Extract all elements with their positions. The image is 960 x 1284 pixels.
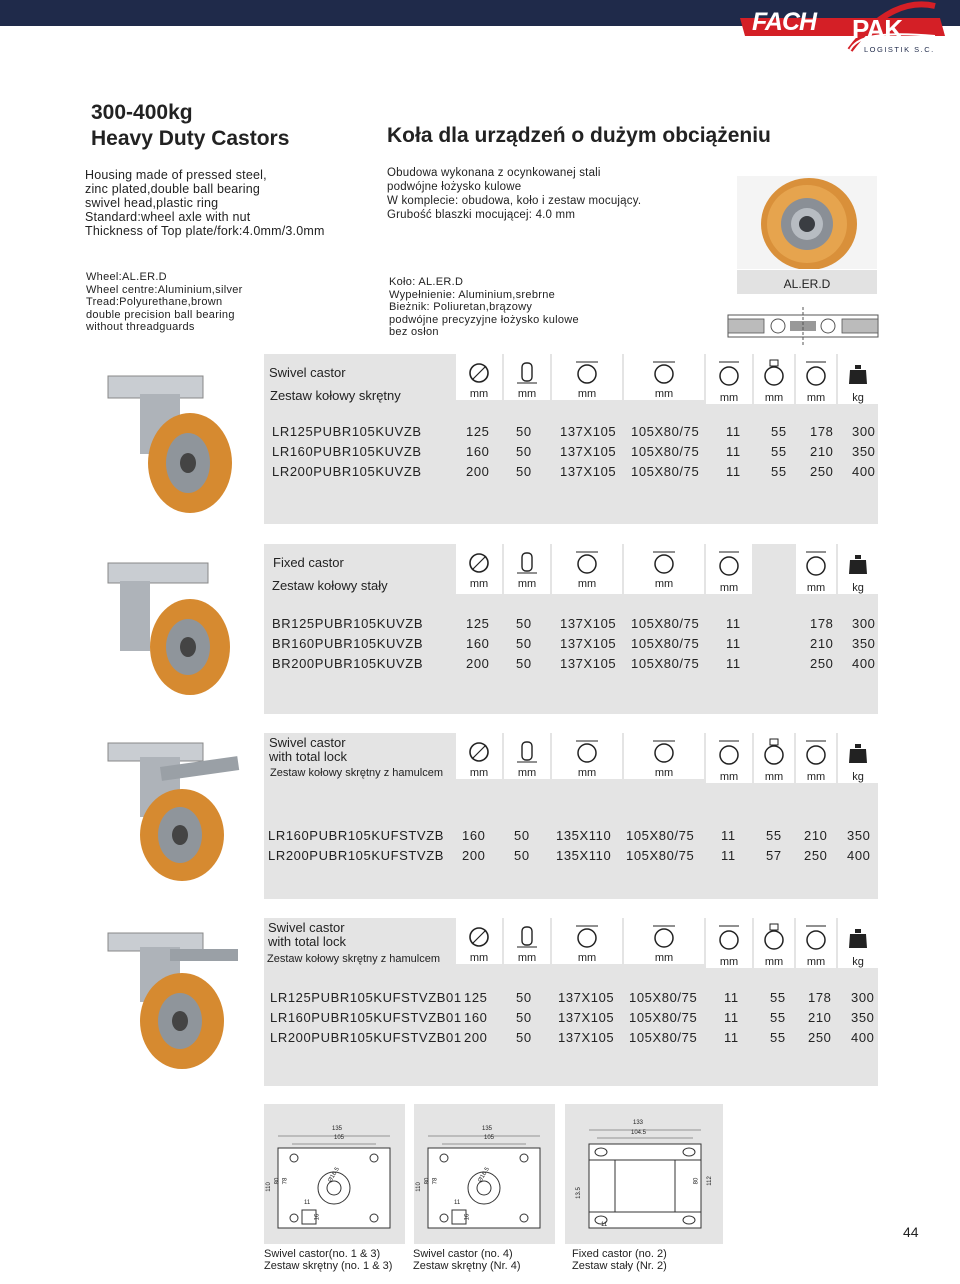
col-offset: mm [754, 918, 794, 968]
col-bolt-hole: mm [706, 733, 752, 783]
logo-subtitle: LOGISTIK S.C. [864, 45, 935, 54]
col-offset: mm [754, 733, 794, 783]
wheel-spec-pl: Koło: AL.ER.D Wypełnienie: Aluminium,srebrne Bieżnik: Poliuretan,brązowy podwójne precyzyjne łożysko kulowe bez osłon [389, 276, 579, 338]
height-icon [803, 548, 829, 578]
logo-text-second: PAK [852, 14, 902, 44]
table-row: LR200PUBR105KUVZB 200 50 137X105 105X80/75 11 55 250 400 [272, 464, 876, 479]
drawing-swivel-1-3: 135 105 110 80 78 Ø16.5 11 16 [264, 1104, 405, 1244]
drawing-fixed-2: 133 104.5 13.5 80 112 11 [565, 1104, 723, 1244]
hole-spacing-icon [649, 548, 679, 576]
wheel-section-drawing [726, 305, 880, 349]
section-title: Swivel castor [269, 365, 346, 380]
col-hole-spacing: mm [624, 544, 704, 594]
col-wheel-width: mm [504, 354, 550, 400]
table-row: LR200PUBR105KUFSTVZB01 200 50 137X105 105X80/75 11 55 250 400 [270, 1030, 875, 1045]
weight-icon [848, 362, 868, 386]
col-load: kg [838, 733, 878, 783]
wheel-diameter-icon [468, 926, 490, 948]
wheel-diameter-icon [468, 741, 490, 763]
logo-text-main: FACH [752, 8, 817, 36]
col-load: kg [838, 918, 878, 968]
table-fixed-castor [264, 544, 878, 714]
col-hole-spacing: mm [624, 733, 704, 779]
wheel-photo [737, 176, 877, 269]
col-wheel-width: mm [504, 544, 550, 594]
table-row: LR125PUBR105KUVZB 125 50 137X105 105X80/75 11 55 178 300 [272, 424, 876, 439]
page-number: 44 [903, 1224, 919, 1240]
bolt-hole-icon [716, 358, 742, 388]
col-height: mm [796, 733, 836, 783]
offset-icon [761, 358, 787, 388]
weight-icon [848, 741, 868, 765]
fachpak-logo [730, 0, 952, 66]
swivel-castor-image [100, 368, 240, 518]
wheel-spec-en: Wheel:AL.ER.D Wheel centre:Aluminium,silver Tread:Polyurethane,brown double precision ball bearing without threadguards [86, 271, 243, 333]
wheel-width-icon [516, 924, 538, 950]
wheel-width-icon [516, 550, 538, 576]
caption-drawing-2: Swivel castor (no. 4) Zestaw skrętny (Nr. 4) [413, 1248, 521, 1272]
wheel-diameter-icon [468, 362, 490, 384]
col-plate-size: mm [552, 544, 622, 594]
hole-spacing-icon [649, 922, 679, 950]
col-plate-size: mm [552, 354, 622, 400]
section-title: Swivel castor [269, 735, 346, 750]
col-bolt-hole: mm [706, 544, 752, 594]
col-bolt-hole: mm [706, 354, 752, 404]
col-wheel-diameter: mm [456, 918, 502, 964]
col-wheel-diameter: mm [456, 354, 502, 400]
bolt-hole-icon [716, 922, 742, 952]
hole-spacing-icon [649, 737, 679, 765]
plate-size-icon [572, 548, 602, 576]
height-icon [803, 358, 829, 388]
wheel-diameter-icon [468, 552, 490, 574]
section-subtitle: Zestaw kołowy skrętny z hamulcem [267, 953, 440, 965]
col-height: mm [796, 918, 836, 968]
table-swivel-castor [264, 354, 878, 524]
section-title-2: with total lock [268, 934, 347, 949]
col-wheel-diameter: mm [456, 544, 502, 594]
section-subtitle: Zestaw kołowy stały [272, 578, 388, 593]
plate-size-icon [572, 358, 602, 386]
page-title-en [91, 100, 289, 152]
plate-size-icon [572, 922, 602, 950]
swivel-castor-lock-image-2 [100, 925, 240, 1075]
title-en: Heavy Duty Castors [91, 127, 290, 150]
fixed-castor-image [100, 555, 240, 705]
caption-drawing-3: Fixed castor (no. 2) Zestaw stały (Nr. 2) [572, 1248, 667, 1272]
table-row: BR160PUBR105KUVZB 160 50 137X105 105X80/75 11 210 350 [272, 636, 876, 651]
col-plate-size: mm [552, 918, 622, 964]
plate-size-icon [572, 737, 602, 765]
section-title: Fixed castor [273, 555, 344, 570]
drawing-swivel-4: 135 105 110 80 78 Ø16.5 11 16 [414, 1104, 555, 1244]
table-row: LR125PUBR105KUFSTVZB01 125 50 137X105 105X80/75 11 55 178 300 [270, 990, 875, 1005]
bolt-hole-icon [716, 737, 742, 767]
col-wheel-diameter: mm [456, 733, 502, 779]
wheel-width-icon [516, 739, 538, 765]
table-row: LR200PUBR105KUFSTVZB 200 50 135X110 105X80/75 11 57 250 400 [268, 848, 871, 863]
table-row: BR200PUBR105KUVZB 200 50 137X105 105X80/75 11 250 400 [272, 656, 876, 671]
wheel-width-icon [516, 360, 538, 386]
col-offset: mm [754, 354, 794, 404]
table-swivel-castor-lock [264, 733, 878, 899]
weight-range: 300-400kg [91, 101, 193, 124]
wheel-type-label: AL.ER.D [737, 270, 877, 294]
section-subtitle: Zestaw kołowy skrętny z hamulcem [270, 767, 443, 779]
section-title-2: with total lock [269, 749, 348, 764]
offset-icon [761, 922, 787, 952]
table-row: LR160PUBR105KUFSTVZB 160 50 135X110 105X80/75 11 55 210 350 [268, 828, 871, 843]
swivel-castor-lock-image [100, 735, 240, 885]
col-hole-spacing: mm [624, 354, 704, 400]
intro-en: Housing made of pressed steel, zinc plated,double ball bearing swivel head,plastic ring Standard:wheel axle with nut Thickness of Top plate/fork:4.0mm/3.0mm [85, 168, 325, 238]
offset-icon [761, 737, 787, 767]
intro-pl: Obudowa wykonana z ocynkowanej stali podwójne łożysko kulowe W komplecie: obudowa, koło i zestaw mocujący. Grubość blaszki mocującej: 4.0 mm [387, 167, 642, 221]
table-row: BR125PUBR105KUVZB 125 50 137X105 105X80/75 11 178 300 [272, 616, 876, 631]
section-subtitle: Zestaw kołowy skrętny [270, 388, 401, 403]
height-icon [803, 922, 829, 952]
title-pl: Koła dla urządzeń o dużym obciążeniu [387, 124, 771, 147]
table-row: LR160PUBR105KUVZB 160 50 137X105 105X80/75 11 55 210 350 [272, 444, 876, 459]
hole-spacing-icon [649, 358, 679, 386]
section-title: Swivel castor [268, 920, 345, 935]
col-load: kg [838, 354, 878, 404]
bolt-hole-icon [716, 548, 742, 578]
col-load: kg [838, 544, 878, 594]
col-height: mm [796, 544, 836, 594]
col-wheel-width: mm [504, 733, 550, 779]
height-icon [803, 737, 829, 767]
col-plate-size: mm [552, 733, 622, 779]
col-hole-spacing: mm [624, 918, 704, 964]
weight-icon [848, 926, 868, 950]
col-wheel-width: mm [504, 918, 550, 964]
caption-drawing-1: Swivel castor(no. 1 & 3) Zestaw skrętny (no. 1 & 3) [264, 1248, 393, 1272]
col-bolt-hole: mm [706, 918, 752, 968]
col-height: mm [796, 354, 836, 404]
weight-icon [848, 552, 868, 576]
table-swivel-castor-lock-2 [264, 918, 878, 1086]
table-row: LR160PUBR105KUFSTVZB01 160 50 137X105 105X80/75 11 55 210 350 [270, 1010, 875, 1025]
